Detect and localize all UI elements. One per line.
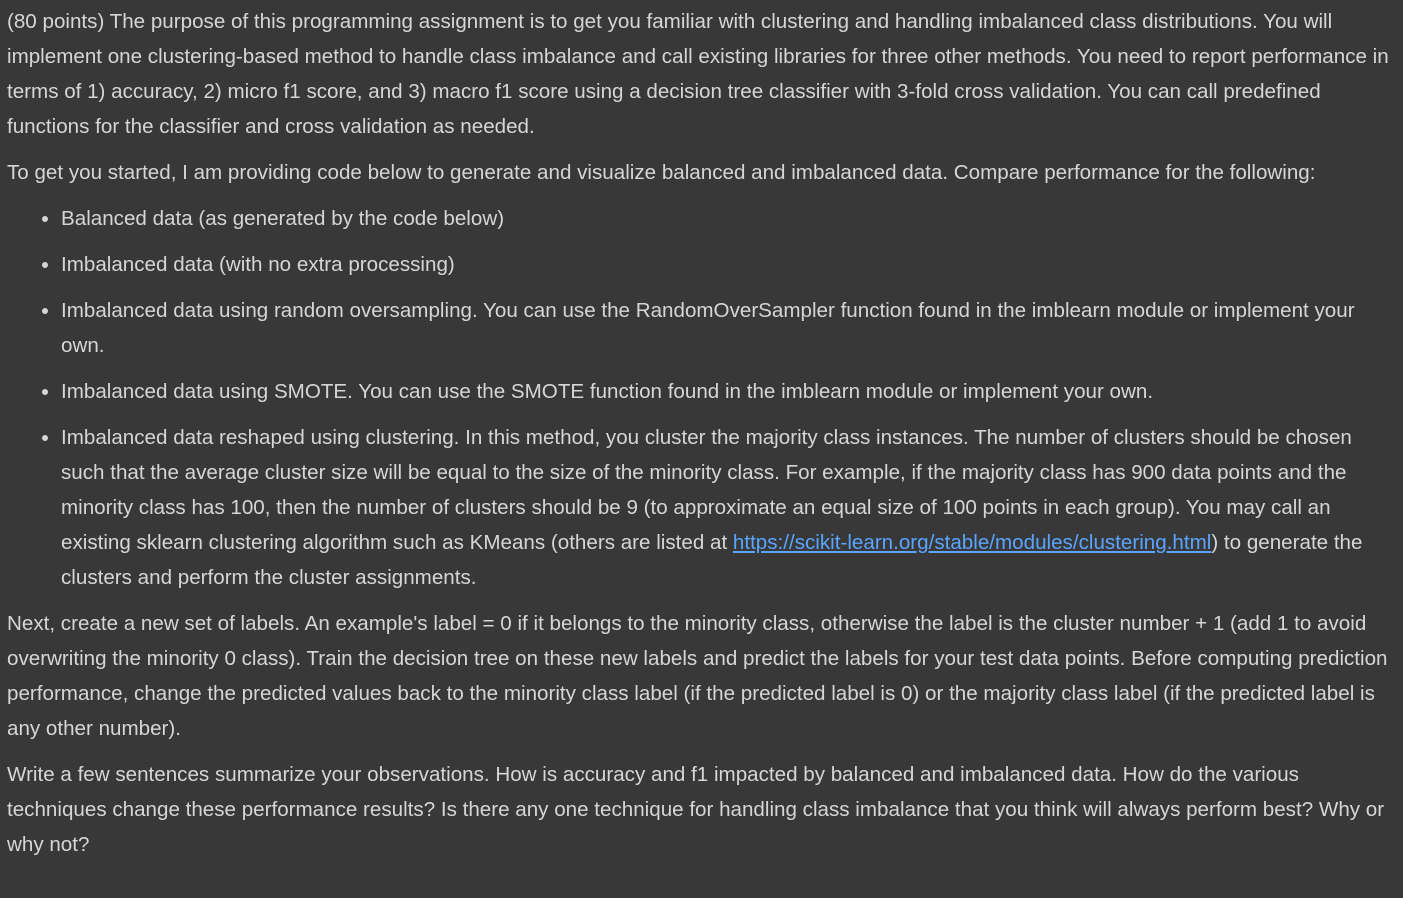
- clustering-text-after: ) to generate the clusters and perform the cluster assignments.: [61, 531, 1363, 589]
- labels-paragraph: Next, create a new set of labels. An example's label = 0 if it belongs to the minority class, otherwise the label is the cluster number + 1 (add 1 to avoid overwriting the minority 0 class). Train the decision tree on these new labels and predict the labels for your test data points. Before computing prediction performance, change the predicted values back to the minority class label (if the predicted label is 0) or the majority class label (if the predicted label is any other number).: [7, 612, 1388, 740]
- list-item-clustering: [61, 420, 1397, 595]
- intro-paragraph: (80 points) The purpose of this programming assignment is to get you familiar with clustering and handling imbalanced class distributions. You will implement one clustering-based method to handle class imbalance and call existing libraries for three other methods. You need to report performance in terms of 1) accuracy, 2) micro f1 score, and 3) macro f1 score using a decision tree classifier with 3-fold cross validation. You can call predefined functions for the classifier and cross validation as needed.: [7, 10, 1389, 138]
- list-item-balanced: • Balanced data (as generated by the code below): [61, 201, 1397, 236]
- summary-paragraph: Write a few sentences summarize your observations. How is accuracy and f1 impacted by balanced and imbalanced data. How do the various techniques change these performance results? Is there any one technique for handling class imbalance that you think will always perform best? Why or why not?: [7, 763, 1385, 856]
- clustering-text-before: Imbalanced data reshaped using clustering. In this method, you cluster the majority class instances. The number of clusters should be chosen such that the average cluster size will be equal to the size of the minority class. For example, if the majority class has 900 data points and the minority class has 100, then the number of clusters should be 9 (to approximate an equal size of 100 points in each group). You may call an existing sklearn clustering algorithm such as KMeans (others are listed at: [61, 426, 1352, 554]
- list-item-random-oversampling: • Imbalanced data using random oversampling. You can use the RandomOverSampler function found in the imblearn module or implement your own.: [61, 293, 1397, 363]
- list-item-smote: • Imbalanced data using SMOTE. You can use the SMOTE function found in the imblearn module or implement your own.: [61, 374, 1397, 409]
- list-item-imbalanced: • Imbalanced data (with no extra processing): [61, 247, 1397, 282]
- sklearn-clustering-link[interactable]: https://scikit-learn.org/stable/modules/clustering.html: [732, 531, 1212, 554]
- starter-paragraph: To get you started, I am providing code below to generate and visualize balanced and imbalanced data. Compare performance for the following:: [7, 161, 1316, 184]
- methods-list: [7, 201, 1397, 595]
